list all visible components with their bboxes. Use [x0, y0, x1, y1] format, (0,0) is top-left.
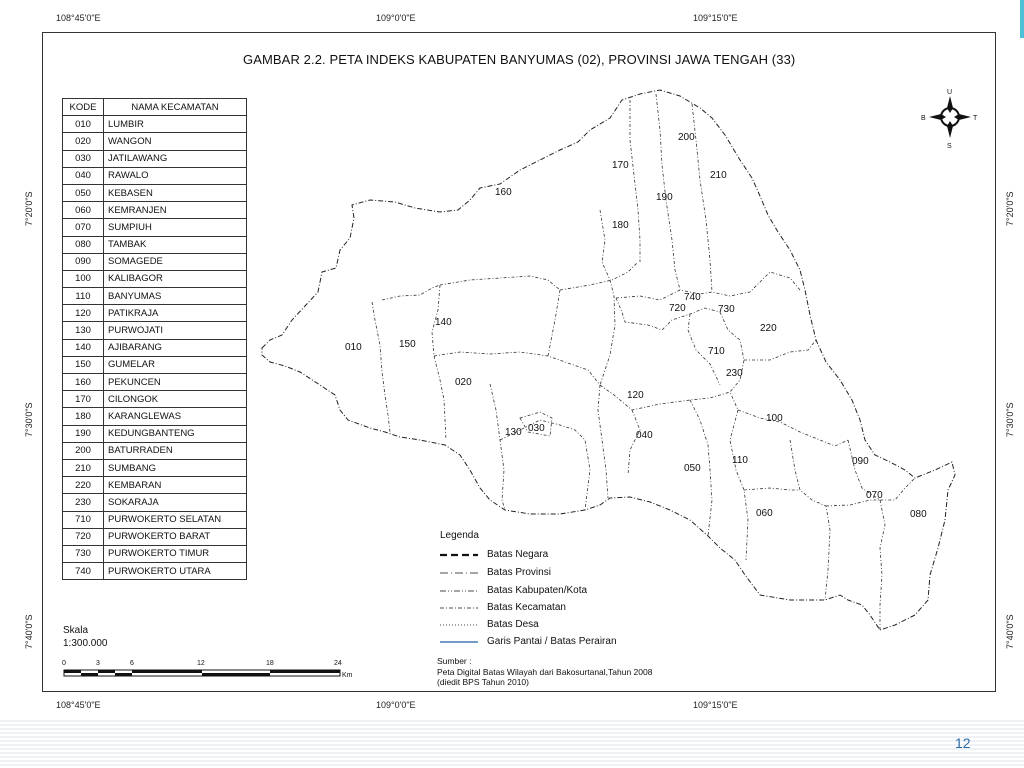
nama-kecamatan-cell: KEMBARAN — [104, 477, 247, 494]
boundary-line — [730, 410, 748, 560]
district-label-090: 090 — [852, 456, 869, 467]
kode-cell: 100 — [63, 270, 104, 287]
boundary-line — [616, 298, 720, 330]
scale-tick-12: 12 — [197, 660, 205, 667]
district-label-060: 060 — [756, 508, 773, 519]
district-label-020: 020 — [455, 377, 472, 388]
legend-symbols — [440, 555, 478, 642]
coord-left-1: 7°20'0"S — [24, 191, 34, 226]
boundary-line — [630, 100, 640, 262]
nama-kecamatan-cell: SOMAGEDE — [104, 253, 247, 270]
nama-kecamatan-cell: PURWOKERTO BARAT — [104, 528, 247, 545]
district-label-010: 010 — [345, 342, 362, 353]
compass-south: S — [947, 143, 952, 150]
boundary-line — [790, 440, 830, 600]
source-line-2: (diedit BPS Tahun 2010) — [437, 677, 529, 687]
nama-kecamatan-cell: CILONGOK — [104, 391, 247, 408]
district-label-050: 050 — [684, 463, 701, 474]
legend-label-pantai: Garis Pantai / Batas Perairan — [487, 636, 617, 647]
kode-cell: 230 — [63, 494, 104, 511]
kode-cell: 060 — [63, 202, 104, 219]
nama-kecamatan-cell: PURWOJATI — [104, 322, 247, 339]
kode-cell: 190 — [63, 425, 104, 442]
source-note — [437, 656, 652, 688]
kode-cell: 110 — [63, 288, 104, 305]
header-kode: KODE — [63, 99, 104, 116]
nama-kecamatan-cell: SUMPIUH — [104, 219, 247, 236]
kecamatan-boundaries — [372, 94, 915, 630]
kode-cell: 150 — [63, 356, 104, 373]
boundary-line — [744, 340, 816, 360]
district-label-730: 730 — [718, 304, 735, 315]
boundary-line — [692, 104, 712, 292]
nama-kecamatan-cell: KARANGLEWAS — [104, 408, 247, 425]
nama-kecamatan-cell: SOKARAJA — [104, 494, 247, 511]
nama-kecamatan-cell: WANGON — [104, 133, 247, 150]
source-line-1: Peta Digital Batas Wilayah dari Bakosurtanal,Tahun 2008 — [437, 666, 653, 677]
compass-rose-icon — [921, 89, 978, 150]
coord-right-3: 7°40'0"S — [1005, 614, 1015, 649]
kode-cell: 710 — [63, 511, 104, 528]
boundary-line — [490, 384, 505, 510]
coord-bottom-2: 109°0'0"E — [376, 700, 416, 710]
district-label-040: 040 — [636, 430, 653, 441]
source-heading: Sumber : — [437, 656, 472, 666]
district-label-230: 230 — [726, 368, 743, 379]
nama-kecamatan-cell: PEKUNCEN — [104, 374, 247, 391]
boundary-line — [598, 385, 608, 498]
boundary-line — [616, 272, 800, 300]
coord-top-1: 108°45'0"E — [56, 13, 101, 23]
coord-top-3: 109°15'0"E — [693, 13, 738, 23]
compass-north: U — [947, 89, 953, 96]
district-label-190: 190 — [656, 192, 673, 203]
kode-cell: 130 — [63, 322, 104, 339]
nama-kecamatan-cell: BANYUMAS — [104, 288, 247, 305]
kode-cell: 740 — [63, 563, 104, 580]
kode-cell: 090 — [63, 253, 104, 270]
kode-cell: 040 — [63, 167, 104, 184]
kode-cell: 200 — [63, 442, 104, 459]
boundary-line — [628, 410, 640, 475]
scale-tick-6: 6 — [130, 660, 134, 667]
district-label-120: 120 — [627, 390, 644, 401]
scale-ratio: 1:300.000 — [63, 638, 108, 649]
district-label-170: 170 — [612, 160, 629, 171]
scale-tick-18: 18 — [266, 660, 274, 667]
page-number: 12 — [955, 735, 971, 751]
boundary-line — [440, 276, 560, 290]
nama-kecamatan-cell: AJIBARANG — [104, 339, 247, 356]
district-label-140: 140 — [435, 317, 452, 328]
nama-kecamatan-cell: LUMBIR — [104, 116, 247, 133]
coord-right-1: 7°20'0"S — [1005, 191, 1015, 226]
boundary-line — [560, 262, 638, 290]
kode-cell: 170 — [63, 391, 104, 408]
boundary-line — [372, 302, 390, 432]
district-label-130: 130 — [505, 427, 522, 438]
kode-cell: 120 — [63, 305, 104, 322]
legend-label-kecamatan: Batas Kecamatan — [487, 602, 566, 613]
district-label-180: 180 — [612, 220, 629, 231]
kode-cell: 160 — [63, 374, 104, 391]
district-label-070: 070 — [866, 490, 883, 501]
nama-kecamatan-cell: JATILAWANG — [104, 150, 247, 167]
legend-label-provinsi: Batas Provinsi — [487, 567, 551, 578]
compass-east: T — [973, 115, 978, 122]
district-label-210: 210 — [710, 170, 727, 181]
boundary-line — [744, 488, 800, 490]
legend-label-negara: Batas Negara — [487, 549, 549, 560]
map-title: GAMBAR 2.2. PETA INDEKS KABUPATEN BANYUMAS (02), PROVINSI JAWA TENGAH (33) — [243, 52, 796, 67]
nama-kecamatan-cell: SUMBANG — [104, 459, 247, 476]
boundary-line — [600, 210, 615, 385]
nama-kecamatan-cell: RAWALO — [104, 167, 247, 184]
nama-kecamatan-cell: PATIKRAJA — [104, 305, 247, 322]
district-label-030: 030 — [528, 423, 545, 434]
district-label-080: 080 — [910, 509, 927, 520]
district-label-740: 740 — [684, 292, 701, 303]
boundary-line — [738, 410, 848, 446]
boundary-line — [600, 385, 730, 410]
header-nama-kecamatan: NAMA KECAMATAN — [104, 99, 247, 116]
kode-cell: 080 — [63, 236, 104, 253]
coord-bottom-1: 108°45'0"E — [56, 700, 101, 710]
district-label-220: 220 — [760, 323, 777, 334]
district-label-100: 100 — [766, 413, 783, 424]
district-label-160: 160 — [495, 187, 512, 198]
scale-bar — [64, 670, 340, 676]
boundary-line — [720, 312, 744, 410]
scale-unit: Km — [342, 672, 353, 679]
kode-cell: 050 — [63, 184, 104, 201]
coord-left-2: 7°30'0"S — [24, 402, 34, 437]
scale-label: Skala — [63, 625, 89, 636]
district-label-710: 710 — [708, 346, 725, 357]
coord-right-2: 7°30'0"S — [1005, 402, 1015, 437]
district-label-150: 150 — [399, 339, 416, 350]
coord-top-2: 109°0'0"E — [376, 13, 416, 23]
boundary-line — [548, 290, 560, 356]
scale-tick-3: 3 — [96, 660, 100, 667]
legend-label-kabupaten: Batas Kabupaten/Kota — [487, 585, 588, 596]
kode-cell: 070 — [63, 219, 104, 236]
kode-cell: 010 — [63, 116, 104, 133]
scale-tick-24: 24 — [334, 660, 342, 667]
nama-kecamatan-cell: PURWOKERTO SELATAN — [104, 511, 247, 528]
nama-kecamatan-cell: PURWOKERTO UTARA — [104, 563, 247, 580]
legend-title: Legenda — [440, 530, 479, 541]
kode-cell: 180 — [63, 408, 104, 425]
boundary-line — [880, 500, 885, 630]
compass-west: B — [921, 115, 926, 122]
nama-kecamatan-cell: KEMRANJEN — [104, 202, 247, 219]
boundary-line — [382, 285, 440, 300]
boundary-line — [432, 285, 446, 440]
kode-cell: 720 — [63, 528, 104, 545]
coord-left-3: 7°40'0"S — [24, 614, 34, 649]
scale-tick-0: 0 — [62, 660, 66, 667]
coord-bottom-3: 109°15'0"E — [693, 700, 738, 710]
nama-kecamatan-cell: PURWOKERTO TIMUR — [104, 545, 247, 562]
legend-label-desa: Batas Desa — [487, 619, 539, 630]
district-label-200: 200 — [678, 132, 695, 143]
kode-cell: 140 — [63, 339, 104, 356]
kode-cell: 730 — [63, 545, 104, 562]
nama-kecamatan-cell: KEBASEN — [104, 184, 247, 201]
district-label-110: 110 — [732, 455, 748, 466]
district-label-720: 720 — [669, 303, 686, 314]
nama-kecamatan-cell: KALIBAGOR — [104, 270, 247, 287]
kode-cell: 030 — [63, 150, 104, 167]
nama-kecamatan-cell: BATURRADEN — [104, 442, 247, 459]
kode-cell: 020 — [63, 133, 104, 150]
nama-kecamatan-cell: KEDUNGBANTENG — [104, 425, 247, 442]
nama-kecamatan-cell: TAMBAK — [104, 236, 247, 253]
kode-cell: 220 — [63, 477, 104, 494]
nama-kecamatan-cell: GUMELAR — [104, 356, 247, 373]
kode-cell: 210 — [63, 459, 104, 476]
